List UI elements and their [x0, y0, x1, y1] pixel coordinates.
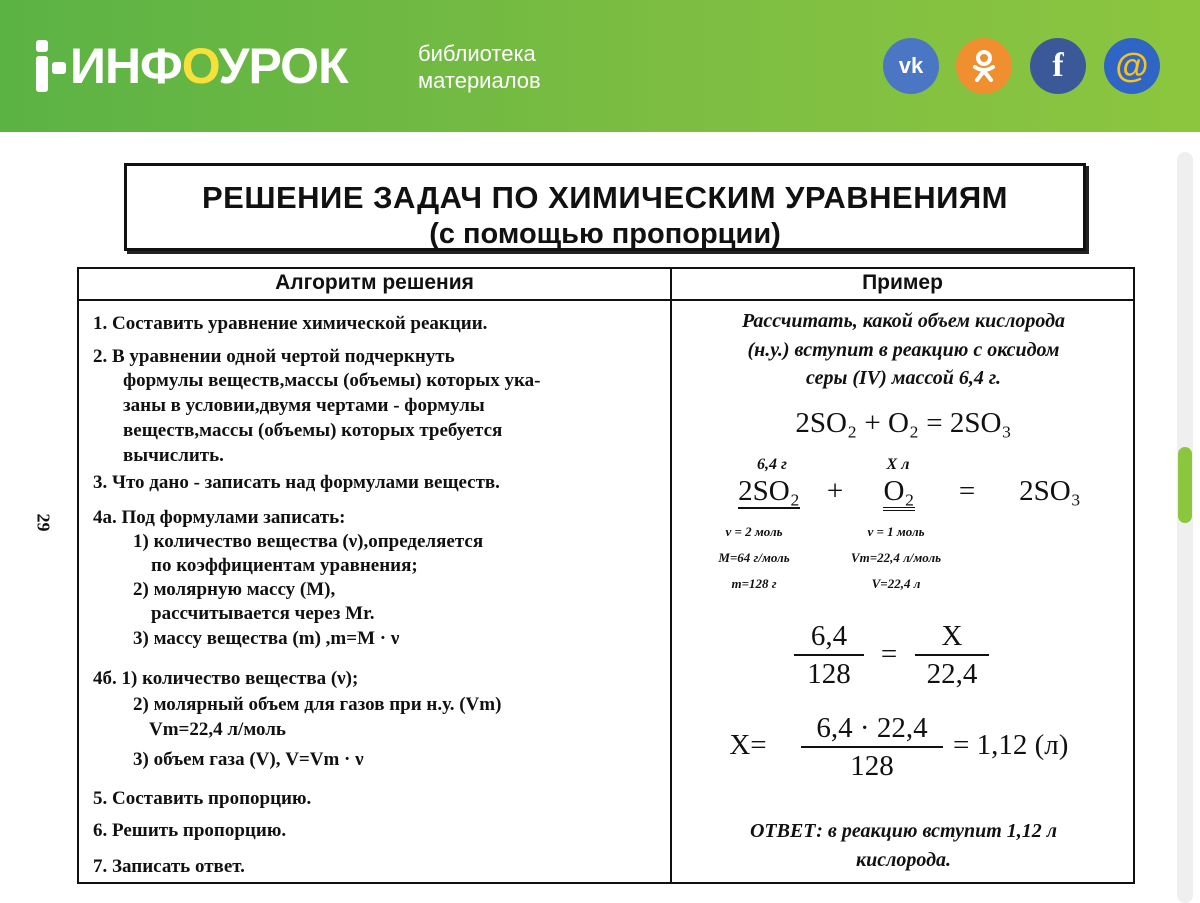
- proportion-right-numerator: X: [941, 620, 963, 652]
- algorithm-step-4a-item: по коэффициентам уравнения;: [151, 555, 418, 576]
- page-number: 29: [33, 513, 54, 532]
- unknown-volume-o2: X л: [886, 456, 910, 473]
- scrollbar-thumb[interactable]: [1178, 447, 1192, 523]
- mail-icon[interactable]: @: [1104, 38, 1160, 94]
- document-title-box: [124, 163, 1086, 251]
- proportion-right-fraction: [915, 619, 989, 691]
- equals-sign: =: [958, 475, 976, 507]
- vk-icon[interactable]: vk: [883, 38, 939, 94]
- column-header-example: Пример: [862, 271, 943, 294]
- algorithm-step-4a-item: 1) количество вещества (ν),определяется: [133, 531, 484, 552]
- example-task-line1: Рассчитать, какой объем кислорода: [741, 310, 1066, 332]
- algorithm-step-6: 6. Решить пропорцию.: [93, 820, 287, 841]
- algorithm-step-2-line: формулы веществ,массы (объемы) которых ука-: [123, 370, 541, 391]
- o2-molar-volume: Vm=22,4 л/моль: [850, 550, 942, 565]
- answer-line2: кислорода.: [855, 849, 952, 871]
- plus-sign: +: [826, 475, 844, 507]
- given-mass-so2: 6,4 г: [757, 456, 787, 473]
- column-header-algorithm: Алгоритм решения: [275, 271, 474, 294]
- algorithm-step-2-line: веществ,массы (объемы) которых требуется: [123, 420, 503, 441]
- tagline: [418, 40, 541, 94]
- x-result: = 1,12 (л): [953, 729, 1069, 761]
- algorithm-step-7: 7. Записать ответ.: [93, 856, 245, 877]
- x-numerator: 6,4 · 22,4: [816, 712, 928, 744]
- proportion-equals: =: [880, 638, 898, 670]
- so2-molar-mass: M=64 г/моль: [718, 550, 790, 565]
- algorithm-step-3: 3. Что дано - записать над формулами веществ.: [93, 472, 500, 493]
- example-task-line2: (н.у.) вступит в реакцию с оксидом: [747, 339, 1060, 361]
- odnoklassniki-icon[interactable]: [956, 38, 1012, 94]
- proportion-left-denominator: 128: [807, 658, 851, 690]
- facebook-icon[interactable]: f: [1030, 38, 1086, 94]
- algorithm-step-4b-item: 2) молярный объем для газов при н.у. (Vm): [133, 694, 502, 715]
- logo-mark-icon: [36, 40, 66, 92]
- document-title: РЕШЕНИЕ ЗАДАЧ ПО ХИМИЧЕСКИМ УРАВНЕНИЯМ: [201, 180, 1008, 215]
- algorithm-step-4b-item: 3) объем газа (V), V=Vm · ν: [133, 749, 364, 770]
- o2-volume: V=22,4 л: [871, 576, 921, 591]
- so2-formula: 2SO₂: [738, 475, 800, 507]
- x-label: X=: [729, 729, 767, 761]
- odnoklassniki-glyph: [971, 49, 997, 83]
- logo-text: ИНФОУРОК: [70, 38, 348, 94]
- algorithm-step-4b: 4б. 1) количество вещества (ν);: [93, 668, 359, 689]
- algorithm-step-4b-item: Vm=22,4 л/моль: [149, 719, 286, 740]
- so2-amount: ν = 2 моль: [725, 524, 783, 539]
- scrollbar-track[interactable]: [1177, 152, 1193, 903]
- reaction-equation: 2SO₂ + O₂ = 2SO₃: [795, 407, 1012, 439]
- algorithm-step-2: 2. В уравнении одной чертой подчеркнуть: [93, 346, 455, 367]
- algorithm-step-1: 1. Составить уравнение химической реакции.: [93, 313, 488, 334]
- algorithm-step-4a-item: рассчитывается через Мr.: [151, 603, 375, 624]
- so2-mass: m=128 г: [731, 576, 777, 591]
- x-denominator: 128: [850, 750, 894, 782]
- tagline-line2: материалов: [418, 68, 541, 93]
- example-task-line3: серы (IV) массой 6,4 г.: [805, 367, 1001, 389]
- tagline-line1: библиотека: [418, 41, 536, 66]
- answer-line1: ОТВЕТ: в реакцию вступит 1,12 л: [749, 820, 1058, 842]
- proportion-right-denominator: 22,4: [926, 658, 978, 690]
- o2-amount: ν = 1 моль: [867, 524, 925, 539]
- proportion-left-numerator: 6,4: [810, 620, 848, 652]
- algorithm-step-4a-item: 2) молярную массу (М),: [133, 579, 336, 600]
- algorithm-step-4a-item: 3) массу вещества (m) ,m=M · ν: [133, 628, 400, 649]
- algorithm-step-2-line: заны в условии,двумя чертами - формулы: [123, 395, 485, 416]
- algorithm-step-2-line: вычислить.: [123, 445, 224, 466]
- x-fraction: [801, 711, 943, 783]
- site-header: [0, 0, 1200, 132]
- infourok-logo[interactable]: [36, 40, 348, 92]
- o2-formula: O₂: [883, 475, 914, 511]
- proportion-left-fraction: [794, 619, 864, 691]
- so3-formula: 2SO₃: [1019, 475, 1081, 507]
- document-subtitle: (с помощью пропорции): [429, 218, 781, 250]
- solution-table: [77, 267, 1135, 884]
- algorithm-step-4a: 4а. Под формулами записать:: [93, 507, 346, 528]
- algorithm-step-5: 5. Составить пропорцию.: [93, 788, 312, 809]
- header-divider: [79, 299, 1133, 301]
